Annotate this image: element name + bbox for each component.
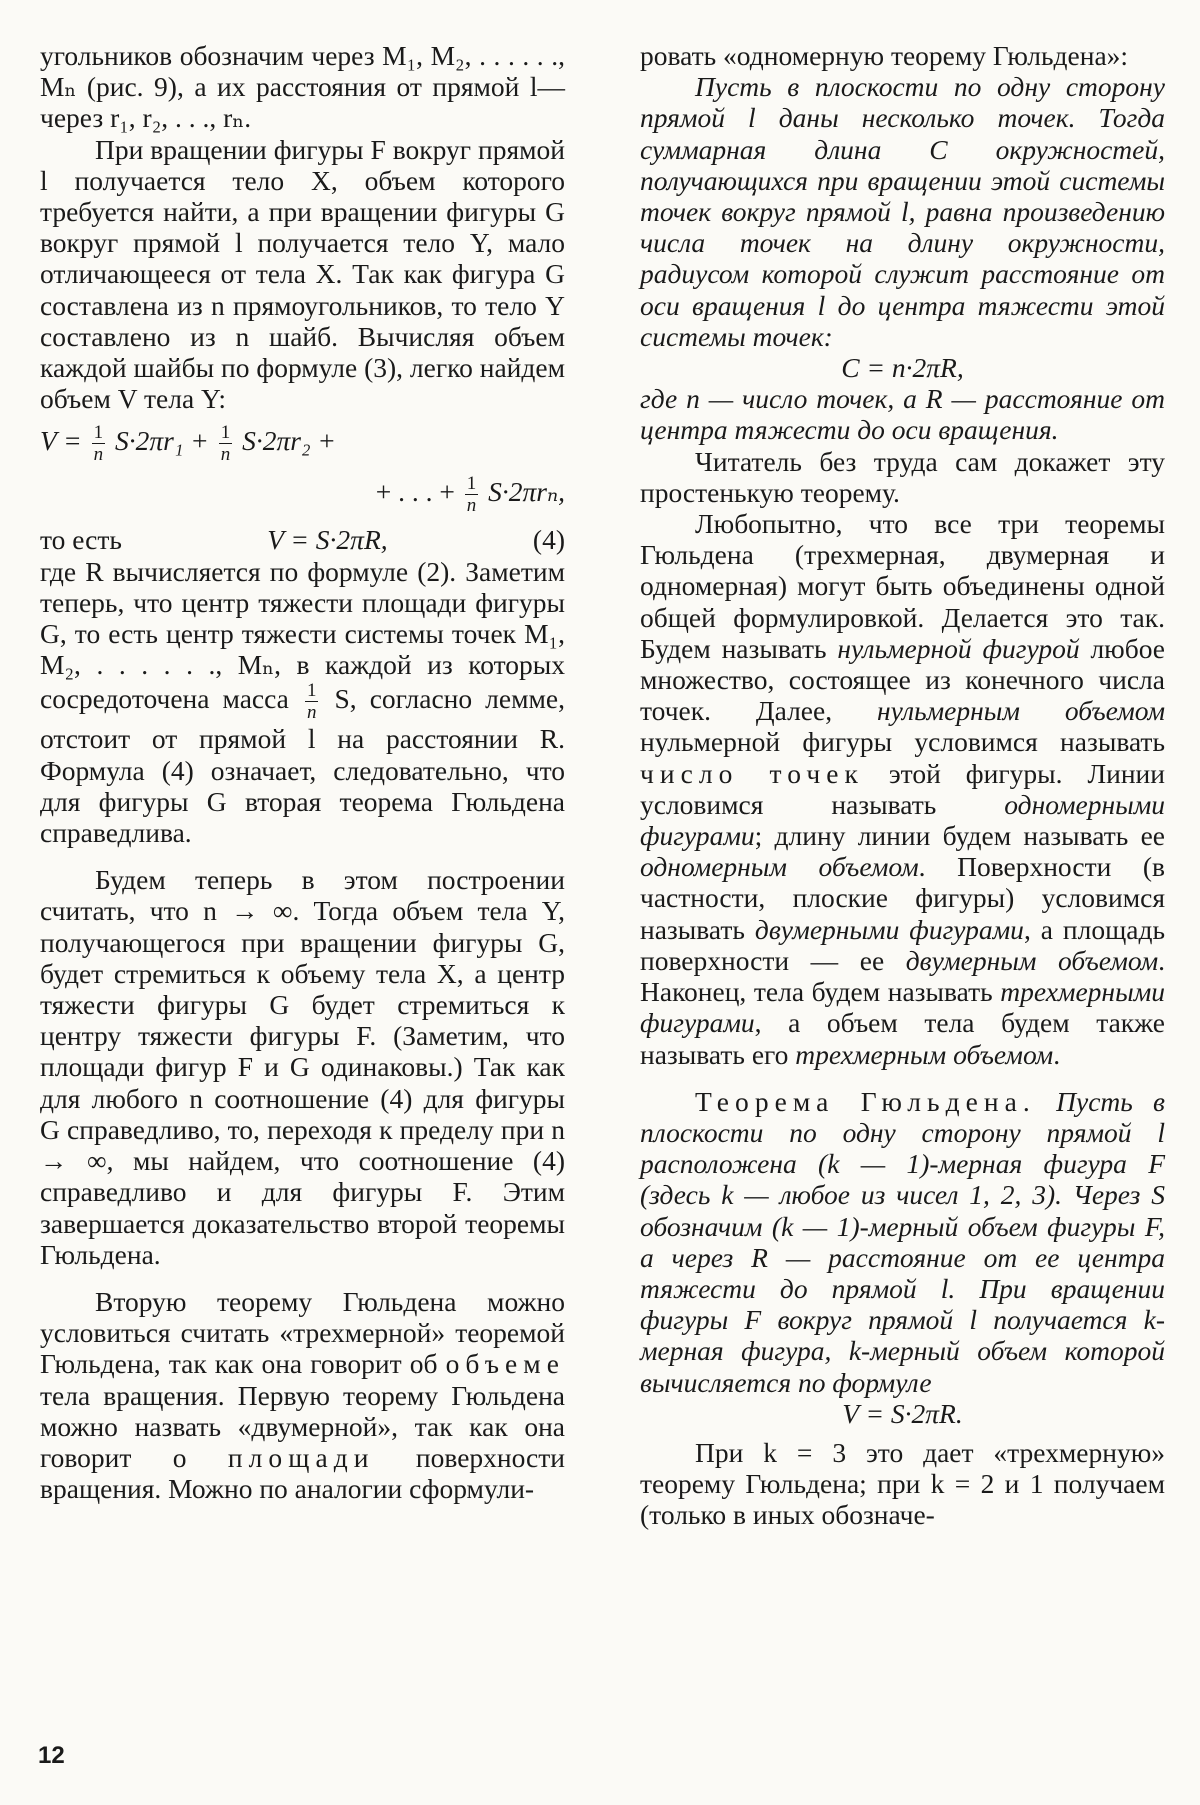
to-est-label: то есть <box>40 524 122 556</box>
formula-length: C = n·2πR, <box>841 352 964 384</box>
paragraph: Вторую теорему Гюльдена можно условиться считать «трехмерной» теоремой Гюльдена, так как она говорит об объеме тела вращения. Первую теорему Гюльдена можно назвать «двумерной», так как она говорит о площади поверхности вращения. Можно по аналогии сформули- <box>40 1285 565 1505</box>
page-number: 12 <box>38 1742 65 1769</box>
left-column <box>40 40 565 1504</box>
theorem <box>640 1086 1165 1398</box>
paragraph: где n — число точек, а R — расстояние от центра тяжести до оси вращения. <box>640 383 1165 446</box>
formula-volume-line2 <box>40 473 565 516</box>
formula-term: S·2πr₁ + <box>114 425 209 457</box>
theorem-statement: Пусть в плоскости по одну сторону прямой l даны несколько точек. Тогда суммарная длина C окружностей, получающихся при вращении этой системы точек вокруг прямой l, равна произведению числа точек на длину окружности, радиусом которой служит расстояние от оси вращения l до центра тяжести этой системы точек: <box>640 71 1165 352</box>
theorem-text: Пусть в плоскости по одну сторону прямой l расположена (k — 1)-мерная фигура F (здесь k — любое из чисел 1, 2, 3). Через S обозначим (k — 1)-мерный объем фигуры F, а через R — расстояние от ее центра тяжести до прямой l. При вращении фигуры F вокруг прямой l получается k-мерная фигура, k-мерный объем которой вычисляется по формуле <box>640 1085 1165 1398</box>
formula-lhs: V = <box>40 425 82 457</box>
paragraph: где R вычисляется по формуле (2). Заметим теперь, что центр тяжести площади фигуры G, то есть центр тяжести системы точек M₁, M₂, . . . . . ., Mₙ, в каждой из которых сосредоточена масса $\frac{1}{n}$ S, согласно лемме, отстоит от прямой l на расстоянии R. Формула (4) означает, следовательно, что для фигуры G вторая теорема Гюльдена справедлива. <box>40 555 565 849</box>
paragraph: ровать «одномерную теорему Гюльдена»: <box>640 40 1129 71</box>
paragraph: Будем теперь в этом построении считать, что n → ∞. Тогда объем тела Y, получающегося при вращении фигуры G, будет стремиться к объему тела X, а центр тяжести фигуры G будет стремиться к центру тяжести фигуры F. (Заметим, что площади фигур F и G одинаковы.) Так как для любого n соотношение (4) для фигуры G справедливо, то, переходя к пределу при n → ∞, мы найдем, что соотношение (4) справедливо и для фигуры F. Этим завершается доказательство второй теоремы Гюльдена. <box>40 864 565 1270</box>
formula-lead: + . . . + <box>375 476 455 508</box>
formula-volume-line1 <box>40 422 565 465</box>
paragraph: угольников обозначим через M₁, M₂, . . . . . ., Mₙ (рис. 9), а их расстояния от прямой l—через r₁, r₂, . . ., rₙ. <box>40 40 565 134</box>
fraction: $\frac{1}{n}$ <box>220 422 231 466</box>
paragraph: Любопытно, что все три теоремы Гюльдена (трехмерная, двумерная и одномерная) могут быть объединены одной общей формулировкой. Делается это так. Будем называть нульмерной фигурой любое множество, состоящее из конечного числа точек. Далее, нульмерным объемом нульмерной фигуры условимся называть число точек этой фигуры. Линии условимся называть одномерными фигурами; длину линии будем называть ее одномерным объемом. Поверхности (в частности, плоские фигуры) условимся называть двумерными фигурами, а площадь поверхности — ее двумерным объемом. Наконец, тела будем называть трехмерными фигурами, а объем тела будем также называть его трехмерным объемом. <box>640 508 1166 1070</box>
formula-term: S·2πr₂ + <box>242 425 336 457</box>
equation-4: V = S·2πR, <box>267 524 388 556</box>
fraction: $\frac{1}{n}$ <box>306 680 317 724</box>
paragraph: При k = 3 это дает «трехмерную» теорему Гюльдена; при k = 2 и 1 получаем (только в иных обозначе- <box>640 1436 1165 1531</box>
formula-term: S·2πrₙ, <box>488 476 565 508</box>
fraction: $\frac{1}{n}$ <box>93 422 104 466</box>
theorem-label: Теорема Гюльдена. <box>695 1085 1036 1117</box>
fraction: $\frac{1}{n}$ <box>466 473 477 517</box>
right-column <box>640 40 1165 1531</box>
equation-4-row <box>40 524 565 555</box>
formula-final: V = S·2πR. <box>842 1397 963 1429</box>
paragraph: Читатель без труда сам докажет эту простенькую теорему. <box>640 445 1165 508</box>
equation-number: (4) <box>532 524 565 556</box>
paragraph: При вращении фигуры F вокруг прямой l получается тело X, объем которого требуется найти, а при вращении фигуры G вокруг прямой l получается тело Y, мало отличающееся от тела X. Так как фигура G составлена из n прямоугольников, то тело Y составлено из n шайб. Вычисляя объем каждой шайбы по формуле (3), легко найдем объем V тела Y: <box>40 133 565 415</box>
